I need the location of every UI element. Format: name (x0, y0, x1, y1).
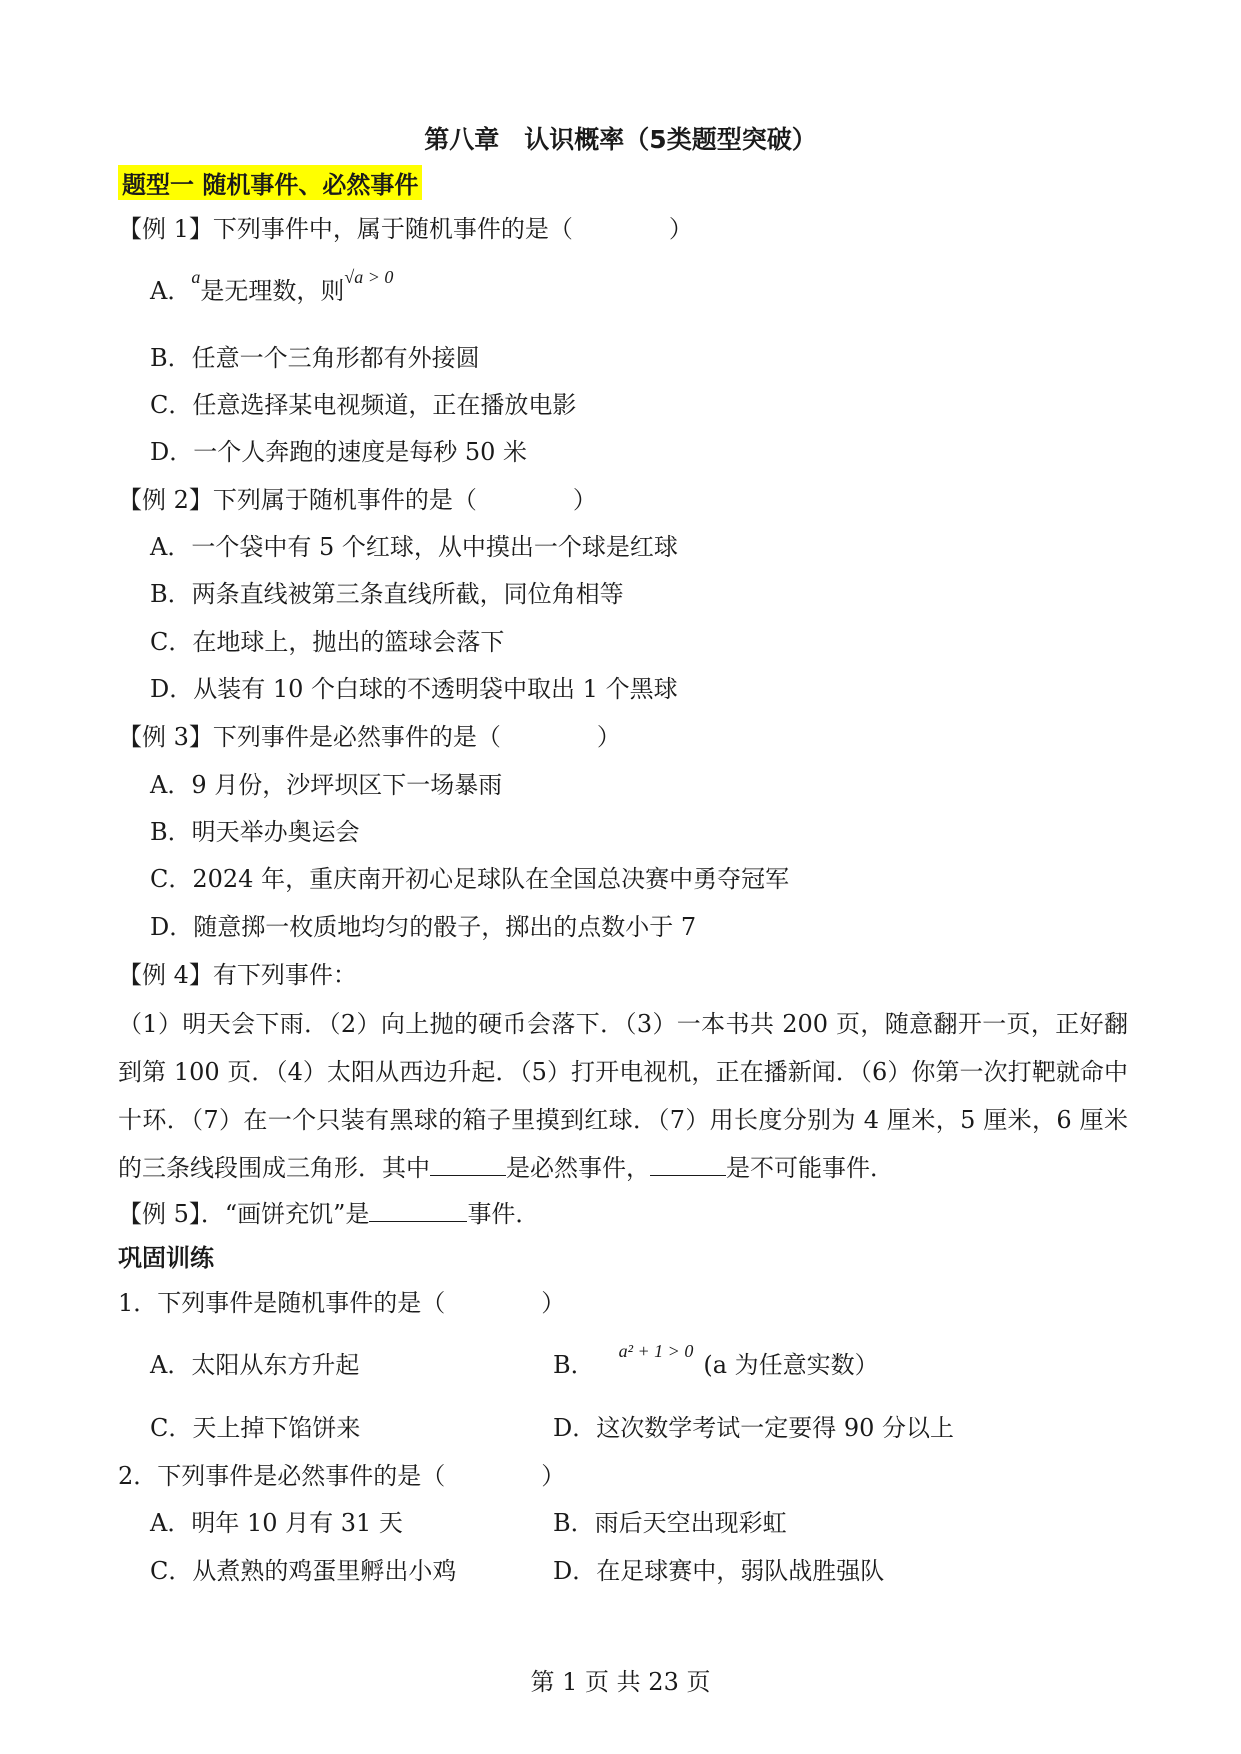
practice-1-option-b: B． $^{a^2 + 1 > 0}$ (a 为任意实数） (553, 1341, 879, 1379)
math-sqrt-expression: √a > 0 (344, 267, 394, 287)
example-2-option-a: A．一个袋中有 5 个红球，从中摸出一个球是红球 (150, 533, 678, 561)
example-2-option-c: C．在地球上，抛出的篮球会落下 (150, 628, 505, 656)
example-3-option-b: B．明天举办奥运会 (150, 818, 360, 846)
practice-2-option-c: C．从煮熟的鸡蛋里孵出小鸡 (150, 1557, 457, 1585)
practice-2-option-b: B．雨后天空出现彩虹 (553, 1509, 787, 1537)
practice-2-option-d: D．在足球赛中，弱队战胜强队 (553, 1557, 885, 1585)
example-3-option-a: A．9 月份，沙坪坝区下一场暴雨 (150, 771, 503, 799)
answer-blank (430, 1151, 506, 1176)
answer-blank (369, 1197, 467, 1222)
practice-1-stem: 1．下列事件是随机事件的是（ ） (118, 1289, 566, 1317)
practice-1-option-c: C．天上掉下馅饼来 (150, 1414, 361, 1442)
chapter-title: 第八章 认识概率（5类题型突破） (424, 125, 817, 154)
example-1-option-b: B．任意一个三角形都有外接圆 (150, 344, 480, 372)
example-5-stem: 【例 5】．“画饼充饥”是 事件． (118, 1197, 539, 1229)
example-1-stem: 【例 1】下列事件中，属于随机事件的是（ ） (118, 215, 693, 243)
answer-blank (650, 1151, 726, 1176)
example-3-option-c: C．2024 年，重庆南开初心足球队在全国总决赛中勇夺冠军 (150, 865, 790, 893)
example-1-option-d: D．一个人奔跑的速度是每秒 50 米 (150, 438, 528, 466)
practice-2-option-a: A．明年 10 月有 31 天 (150, 1509, 403, 1537)
page-footer: 第 1 页 共 23 页 (530, 1668, 711, 1696)
example-4-body: （1）明天会下雨．（2）向上抛的硬币会落下．（3）一本书共 200 页，随意翻开一页，正好翻到第 100 页．（4）太阳从西边升起．（5）打开电视机，正在播新闻．（6）你第一次打靶就命中十环．（7）在一个只装有黑球的箱子里摸到红球．（7）用长度分别为 4 厘米，5 厘米，6 厘米的三条线段围成三角形．其中 是必然事件， 是不可能事件． (118, 1010, 1128, 1182)
practice-heading: 巩固训练 (118, 1244, 214, 1272)
example-2-stem: 【例 2】下列属于随机事件的是（ ） (118, 486, 597, 514)
math-variable-a: a (191, 267, 201, 287)
example-1-option-a: A．$^a$是无理数，则$^{√a > 0}$ (150, 267, 394, 305)
example-2-option-d: D．从装有 10 个白球的不透明袋中取出 1 个黑球 (150, 675, 678, 703)
practice-1-option-a: A．太阳从东方升起 (150, 1351, 360, 1379)
example-1-option-c: C．任意选择某电视频道，正在播放电影 (150, 391, 577, 419)
example-3-option-d: D．随意掷一枚质地均匀的骰子，掷出的点数小于 7 (150, 913, 697, 941)
example-4-stem: 【例 4】有下列事件： (118, 961, 357, 989)
section-heading-1: 题型一 随机事件、必然事件 (118, 165, 422, 200)
math-square-expression: a² + 1 > 0 (618, 1341, 694, 1361)
example-3-stem: 【例 3】下列事件是必然事件的是（ ） (118, 723, 621, 751)
practice-1-option-d: D．这次数学考试一定要得 90 分以上 (553, 1414, 955, 1442)
practice-2-stem: 2．下列事件是必然事件的是（ ） (118, 1462, 566, 1490)
example-2-option-b: B．两条直线被第三条直线所截，同位角相等 (150, 580, 624, 608)
